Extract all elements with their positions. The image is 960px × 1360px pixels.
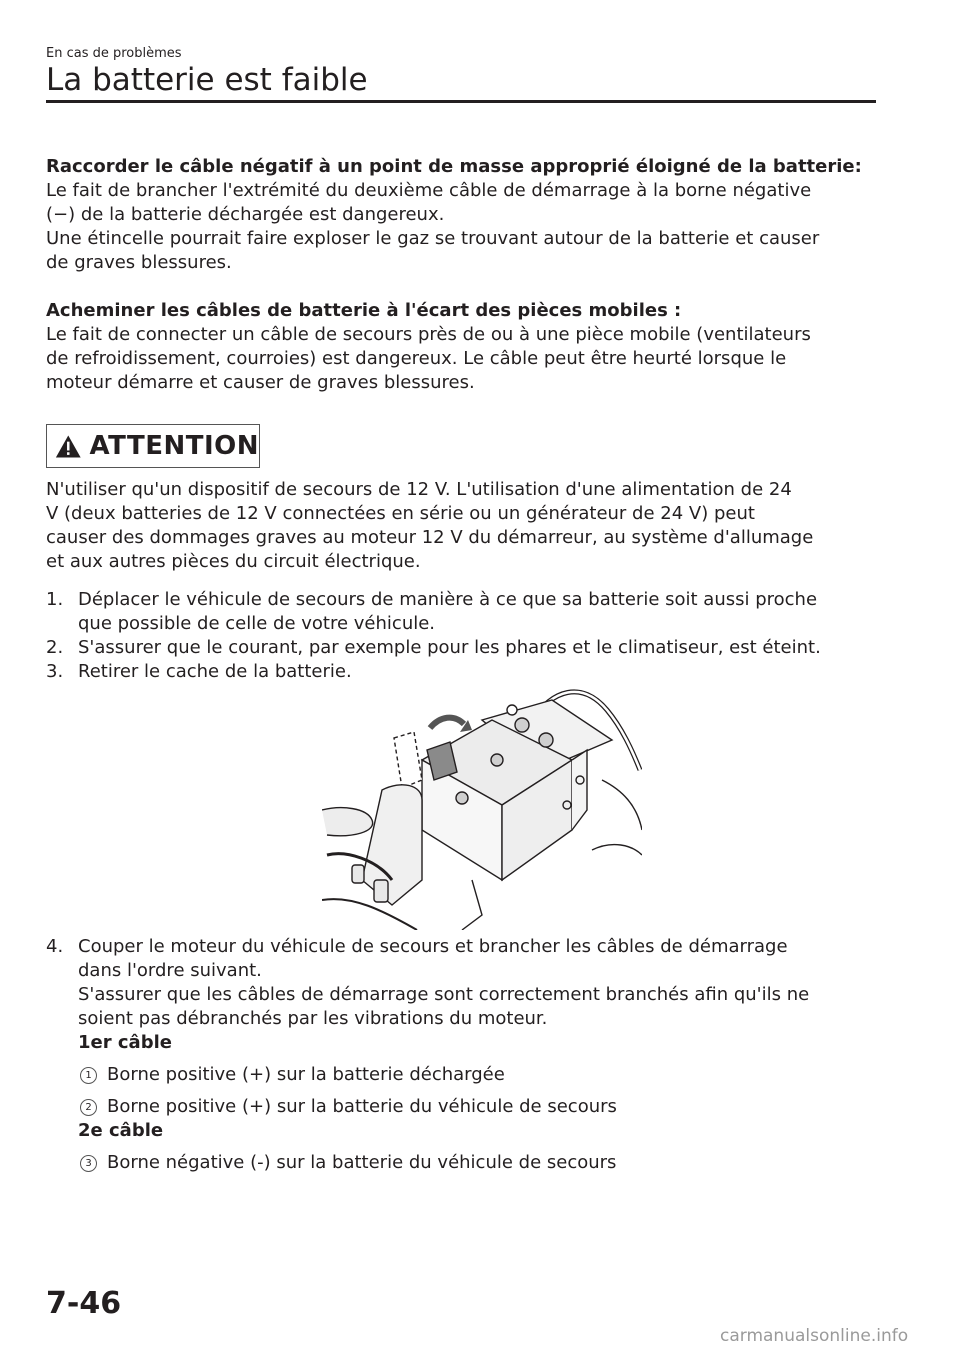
step-number: 1. [46, 589, 64, 610]
header-rule [46, 100, 876, 103]
attention-body [46, 478, 876, 574]
circled-number-icon: 2 [80, 1099, 97, 1116]
step-number: 3. [46, 661, 64, 682]
page-header [46, 46, 876, 98]
step-line: S'assurer que le courant, par exemple pour les phares et le climatiseur, est éteint. [78, 637, 821, 658]
watermark: carmanualsonline.info [720, 1326, 909, 1346]
item-text: Borne positive (+) sur la batterie déchargée [107, 1064, 505, 1085]
warning-heading-2: Acheminer les câbles de batterie à l'écart des pièces mobiles : [46, 300, 682, 321]
step-line: Retirer le cache de la batterie. [78, 661, 352, 682]
list-item [78, 1151, 876, 1175]
warning-line: de refroidissement, courroies) est dangereux. Le câble peut être heurté lorsque le [46, 348, 787, 369]
list-item [46, 636, 876, 660]
warning-line: Le fait de connecter un câble de secours près de ou à une pièce mobile (ventilateurs [46, 324, 811, 345]
warning-heading-1: Raccorder le câble négatif à un point de masse approprié éloigné de la batterie: [46, 156, 862, 177]
step-line: Couper le moteur du véhicule de secours et brancher les câbles de démarrage [78, 936, 788, 957]
warning-line: de graves blessures. [46, 252, 232, 273]
warning-line: moteur démarre et causer de graves blessures. [46, 372, 475, 393]
step-4 [46, 935, 876, 1175]
step-line: dans l'ordre suivant. [78, 960, 262, 981]
battery-cover-illustration [322, 680, 642, 930]
section-label: En cas de problèmes [46, 46, 182, 61]
warning-triangle-icon [55, 433, 82, 460]
cable-1-label: 1er câble [78, 1032, 172, 1053]
item-text: Borne négative (-) sur la batterie du véhicule de secours [107, 1152, 617, 1173]
list-item [78, 1095, 876, 1119]
attention-box [46, 424, 260, 468]
attention-label: ATTENTION [89, 431, 259, 461]
step-line: que possible de celle de votre véhicule. [78, 613, 436, 634]
page-title: La batterie est faible [46, 62, 368, 98]
warnings-block [46, 155, 876, 395]
warning-line: Le fait de brancher l'extrémité du deuxième câble de démarrage à la borne négative [46, 180, 812, 201]
spacer [46, 275, 876, 299]
warning-line: (−) de la batterie déchargée est dangereux. [46, 204, 445, 225]
step-line: Déplacer le véhicule de secours de manière à ce que sa batterie soit aussi proche [78, 589, 818, 610]
steps-list [46, 588, 876, 684]
step-number: 2. [46, 637, 64, 658]
list-item [46, 588, 876, 636]
list-item [78, 1063, 876, 1087]
cable-2-label: 2e câble [78, 1120, 164, 1141]
attention-line: N'utiliser qu'un dispositif de secours de 12 V. L'utilisation d'une alimentation de 24 [46, 479, 792, 500]
step-line: soient pas débranchés par les vibrations du moteur. [78, 1008, 548, 1029]
attention-line: et aux autres pièces du circuit électrique. [46, 551, 421, 572]
circled-number-icon: 1 [80, 1067, 97, 1084]
page-number: 7-46 [46, 1286, 122, 1321]
attention-line: V (deux batteries de 12 V connectées en série ou un générateur de 24 V) peut [46, 503, 755, 524]
item-text: Borne positive (+) sur la batterie du véhicule de secours [107, 1096, 617, 1117]
warning-line: Une étincelle pourrait faire exploser le gaz se trouvant autour de la batterie et causer [46, 228, 820, 249]
step-line: S'assurer que les câbles de démarrage sont correctement branchés afin qu'ils ne [78, 984, 810, 1005]
circled-number-icon: 3 [80, 1155, 97, 1172]
step-number: 4. [46, 936, 64, 957]
attention-line: causer des dommages graves au moteur 12 V du démarreur, au système d'allumage [46, 527, 814, 548]
